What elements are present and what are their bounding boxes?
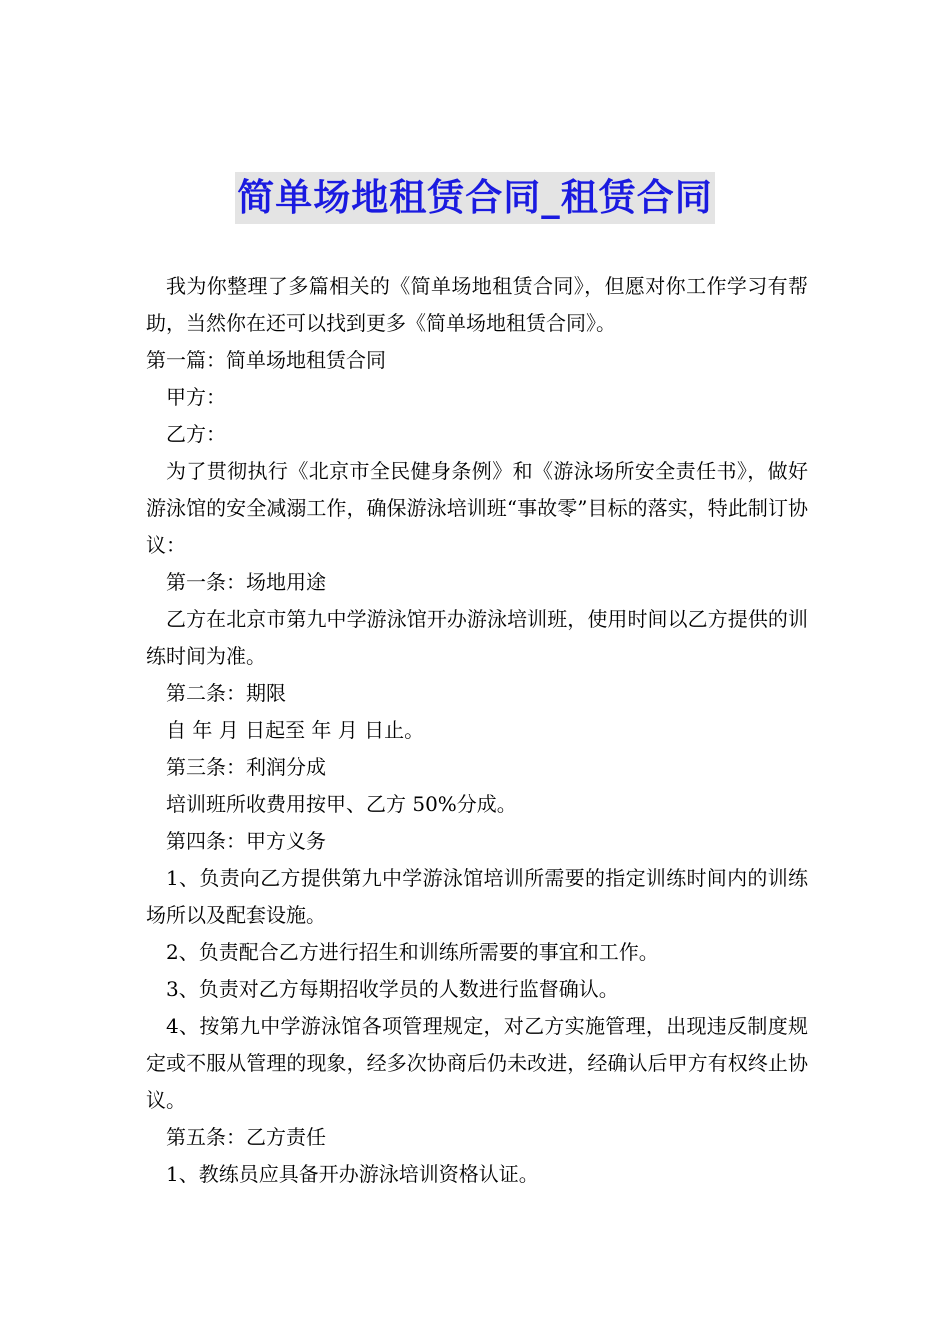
article-4-item-1: 1、负责向乙方提供第九中学游泳馆培训所需要的指定训练时间内的训练场所以及配套设施。 [146, 866, 808, 927]
article-2-text: 自 年 月 日起至 年 月 日止。 [166, 718, 425, 742]
article-4-item-3: 3、负责对乙方每期招收学员的人数进行监督确认。 [166, 977, 619, 1001]
party-a-line: 甲方： [166, 385, 226, 409]
document-body [146, 268, 808, 1193]
article-5-heading: 第五条：乙方责任 [166, 1125, 326, 1149]
article-1-heading: 第一条：场地用途 [166, 570, 326, 594]
article-4-item-4: 4、按第九中学游泳馆各项管理规定，对乙方实施管理，出现违反制度规定或不服从管理的现象，经多次协商后仍未改进，经确认后甲方有权终止协议。 [146, 1014, 808, 1112]
article-4-heading: 第四条：甲方义务 [166, 829, 326, 853]
title-container [0, 172, 950, 224]
intro-paragraph: 我为你整理了多篇相关的《简单场地租赁合同》，但愿对你工作学习有帮助，当然你在还可以找到更多《简单场地租赁合同》。 [146, 274, 808, 335]
article-3-heading: 第三条：利润分成 [166, 755, 326, 779]
article-5-item-1: 1、教练员应具备开办游泳培训资格认证。 [166, 1162, 539, 1186]
article-1-text: 乙方在北京市第九中学游泳馆开办游泳培训班，使用时间以乙方提供的训练时间为准。 [146, 607, 808, 668]
section-heading: 第一篇：简单场地租赁合同 [146, 348, 386, 372]
party-b-line: 乙方： [166, 422, 226, 446]
article-4-item-2: 2、负责配合乙方进行招生和训练所需要的事宜和工作。 [166, 940, 659, 964]
article-2-heading: 第二条：期限 [166, 681, 286, 705]
preamble-paragraph: 为了贯彻执行《北京市全民健身条例》和《游泳场所安全责任书》，做好游泳馆的安全减溺工作，确保游泳培训班“事故零”目标的落实，特此制订协议： [146, 459, 808, 557]
document-title: 简单场地租赁合同_租赁合同 [235, 172, 715, 224]
article-3-text: 培训班所收费用按甲、乙方 50%分成。 [166, 792, 517, 816]
